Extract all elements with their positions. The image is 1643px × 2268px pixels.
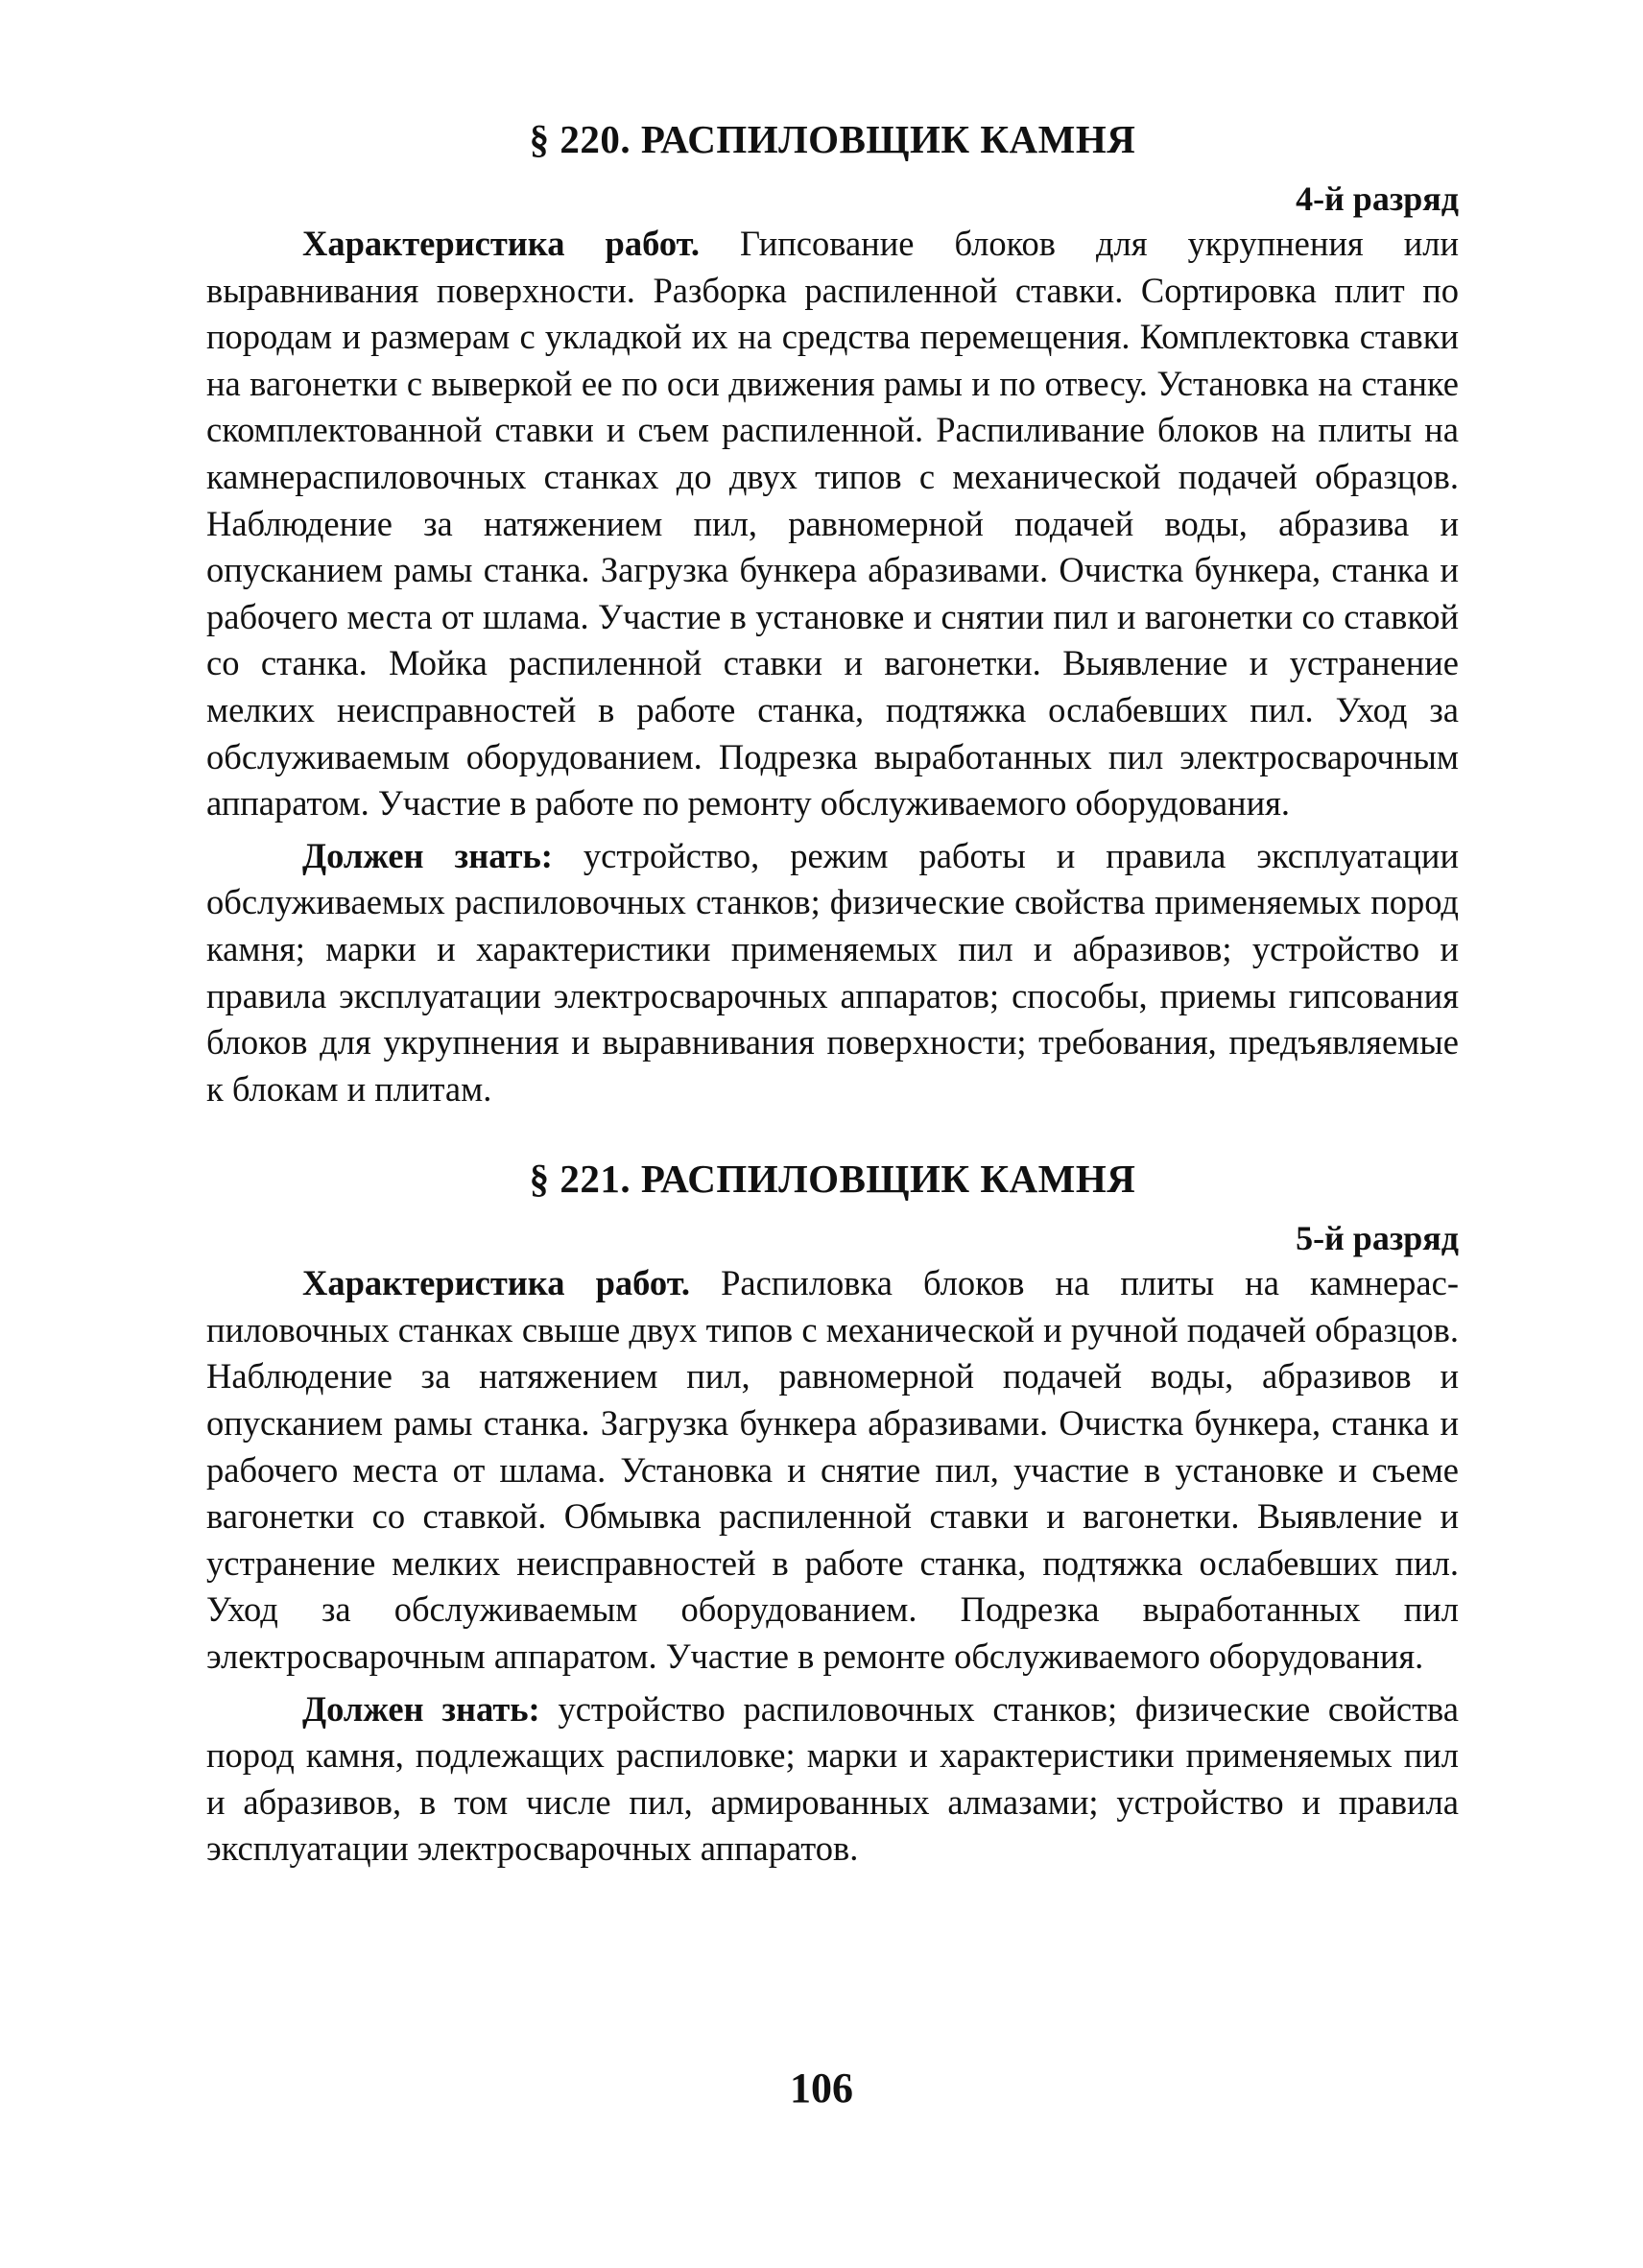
must-know-text: устройство, режим работы и правила эксплуатации обслуживаемых распиловочных станков; физические свойства применяемых пород камня; марки и характеристики применяемых пил и абразивов; устройство и правила эксплуатации электросварочных аппаратов; способы, приемы гипсования блоков для укрупнения и выравнивания поверхности; требования, предъявляемые к блокам и плитам. (206, 835, 1459, 1109)
must-know-lead: Должен знать: (302, 1688, 540, 1729)
must-know-paragraph (206, 833, 1459, 1113)
work-characteristics-lead: Характеристика работ. (302, 224, 700, 263)
section-title: § 220. РАСПИЛОВЩИК КАМНЯ (529, 117, 1136, 161)
must-know-paragraph (206, 1686, 1459, 1873)
work-characteristics-text: Распиловка блоков на плиты на камнераспиловочных станках свыше двух типов с механической и ручной подачей образцов. Наблюдение за натяжением пил, равномерной подачей воды, абразивов и опусканием рамы станка. Загрузка бункера абразивами. Очистка бункера, станка и рабочего места от шлама. Установка и снятие пил, участие в установке и съеме вагонетки со ставкой. Обмывка распиленной ставки и вагонетки. Выявление и устранение мелких неисправностей в работе станка, подтяжка ослабевших пил. Уход за обслуживаемым оборудованием. Подрезка выработанных пил электросварочным аппаратом. Участие в ремонте обслуживаемого оборудования. (206, 1263, 1459, 1677)
section-220 (206, 115, 1459, 1112)
grade-label: 4-й разряд (1296, 179, 1459, 218)
work-characteristics-lead: Характеристика работ. (302, 1263, 690, 1303)
grade-label: 5-й разряд (1296, 1219, 1459, 1258)
must-know-text: устройство распиловочных станков; физические свойства пород камня, подлежащих распиловке; марки и характеристики применяемых пил и абразивов, в том числе пил, армированных алмазами; устройство и правила эксплуатации электросварочных аппаратов. (206, 1688, 1460, 1869)
work-characteristics-text: Гипсование блоков для укрупнения или выравнивания поверхности. Разборка распиленной ставки. Сортировка плит по породам и размерам с укладкой их на средства перемещения. Комплектовка ставки на вагонетки с выверкой ее по оси движения рамы и по отвесу. Установка на станке скомплектованной ставки и съем распиленной. Распиливание блоков на плиты на камнераспиловочных станках до двух типов с механической подачей образцов. Наблюдение за натяжением пил, равномерной подачей воды, абразива и опусканием рамы станка. Загрузка бункера абразивами. Очистка бункера, станка и рабочего места от шлама. Участие в установке и снятии пил и вагонетки со ставкой со станка. Мойка распиленной ставки и вагонетки. Выявление и устранение мелких неисправностей в работе станка, подтяжка ослабевших пил. Уход за обслуживаемым оборудованием. Подрезка выработанных пил электросварочным аппаратом. Участие в работе по ремонту обслуживаемого оборудования. (206, 224, 1460, 824)
section-221 (206, 1155, 1459, 1873)
document-page (206, 115, 1459, 1873)
work-characteristics-paragraph (206, 221, 1459, 827)
section-title: § 221. РАСПИЛОВЩИК КАМНЯ (529, 1157, 1136, 1202)
page-number: 106 (790, 2065, 853, 2112)
work-characteristics-paragraph (206, 1260, 1459, 1680)
must-know-lead: Должен знать: (302, 835, 553, 875)
